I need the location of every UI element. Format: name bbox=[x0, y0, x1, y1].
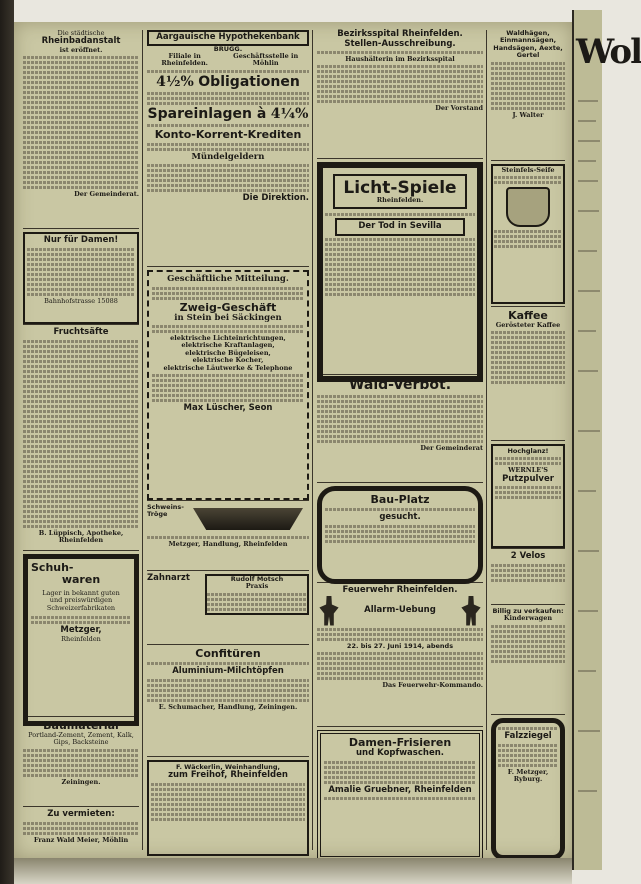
column-1 bbox=[20, 30, 143, 850]
damen-sig: Amalie Gruebner, Rheinfelden bbox=[328, 784, 472, 795]
ad-nur-damen bbox=[23, 232, 139, 325]
kaffee-title: Kaffee bbox=[508, 309, 548, 322]
ad-geschaeft bbox=[147, 270, 309, 501]
putzpulver-product: Putzpulver bbox=[502, 473, 554, 484]
damen-sub: und Kopfwaschen. bbox=[356, 748, 444, 758]
wald-title: Wald-Verbot. bbox=[348, 377, 452, 393]
putzpulver-title: Hochglanz! bbox=[507, 447, 549, 455]
ad-falzziegel bbox=[491, 718, 565, 856]
putzpulver-brand: WERNLE'S bbox=[508, 466, 548, 475]
ad-feuerwehr bbox=[317, 586, 483, 727]
ad-hypothekenbank bbox=[147, 30, 309, 267]
damen-title: Damen-Frisieren bbox=[348, 736, 452, 749]
konto-footer: Die Direktion. bbox=[242, 193, 309, 204]
zahnarzt-label: Zahnarzt bbox=[147, 573, 190, 583]
ad-licht-spiele bbox=[317, 162, 483, 375]
firefighter-figure-left bbox=[317, 596, 341, 626]
bauplatz-title: Bau-Platz bbox=[370, 493, 430, 506]
schuhwaren-title-2: waren bbox=[61, 573, 101, 586]
ad-damen-frisieren bbox=[317, 730, 483, 856]
obligationen-rate: 4½% bbox=[156, 73, 194, 90]
feuerwehr-sig: Das Feuerwehr-Kommando. bbox=[382, 680, 483, 689]
geschaeft-item: elektrische Kraftanlagen, bbox=[181, 341, 275, 350]
obligationen-label: Obligationen bbox=[198, 73, 300, 90]
spital-sig: Der Vorstand bbox=[435, 104, 483, 113]
bank-branch-left: Filiale in Rheinfelden. bbox=[161, 51, 208, 68]
spital-body: Haushälterin im Bezirksspital bbox=[345, 55, 455, 63]
spareinlagen-rate: 4¼% bbox=[270, 105, 309, 122]
ad-zu-vermieten bbox=[23, 810, 139, 856]
ad-zahnarzt bbox=[147, 574, 309, 645]
bank-title: Aargauische Hypothekenbank bbox=[156, 32, 300, 42]
baumaterial-title: Baumaterial bbox=[43, 719, 119, 732]
firefighter-figure-right bbox=[459, 596, 483, 626]
schweine-title-2: Tröge bbox=[147, 510, 168, 519]
fruchtsaefte-title: Fruchtsäfte bbox=[53, 327, 109, 337]
velos-title: 2 Velos bbox=[510, 551, 546, 561]
column-2 bbox=[144, 30, 313, 850]
vermieten-footer: Franz Wald Meier, Möhlin bbox=[33, 835, 129, 844]
ad-schuhwaren bbox=[23, 554, 139, 717]
waeckerlin-place: zum Freihof, Rheinfelden bbox=[168, 770, 288, 781]
geschaeft-place: in Stein bei Säckingen bbox=[174, 312, 282, 323]
schweine-sig: Metzger, Handlung, Rheinfelden bbox=[168, 540, 288, 548]
ad-bau-platz bbox=[317, 486, 483, 583]
feuerwehr-sub: Allarm-Uebung bbox=[364, 604, 436, 615]
ad-kaffee bbox=[491, 310, 565, 441]
konto-title: Konto-Korrent-Krediten bbox=[154, 127, 302, 141]
trough-illustration bbox=[193, 508, 303, 530]
geschaeft-item: elektrische Läutwerke & Telephone bbox=[163, 363, 293, 372]
ad-rheinbad bbox=[23, 30, 139, 229]
confitueren-sub: Aluminium-Milchtöpfen bbox=[172, 666, 284, 676]
ad-baumaterial bbox=[23, 720, 139, 807]
book-spine-edge bbox=[0, 0, 14, 884]
adjacent-page-headline: Wol bbox=[576, 32, 641, 72]
geschaeft-item: elektrische Lichteinrichtungen, bbox=[170, 334, 286, 342]
ad-wald-verbot bbox=[317, 378, 483, 483]
rheinbad-footer: Der Gemeinderat. bbox=[74, 190, 139, 199]
billig-title: Billig zu verkaufen: bbox=[492, 607, 564, 615]
licht-sub: Rheinfelden. bbox=[376, 196, 424, 204]
feuerwehr-title: Feuerwehr Rheinfelden. bbox=[342, 585, 458, 595]
ad-bezirksspital bbox=[317, 30, 483, 159]
zahnarzt-sub: Praxis bbox=[245, 582, 269, 591]
confitueren-sig: E. Schumacher, Handlung, Zeiningen. bbox=[158, 702, 298, 711]
licht-title: Licht-Spiele bbox=[343, 178, 457, 198]
licht-film: Der Tod in Sevilla bbox=[358, 221, 442, 232]
nur-damen-title: Nur für Damen! bbox=[43, 235, 119, 245]
adjacent-page-edge bbox=[572, 10, 641, 870]
ad-waeckerlin bbox=[147, 760, 309, 856]
column-4 bbox=[488, 30, 568, 850]
konto-sub: Mündelgeldern bbox=[191, 151, 265, 162]
soap-package-illustration bbox=[506, 187, 550, 227]
ad-waldhaegen bbox=[491, 30, 565, 161]
vermieten-title: Zu vermieten: bbox=[47, 809, 115, 819]
geschaeft-item: elektrische Kocher, bbox=[192, 356, 264, 365]
bank-branch-right: Geschäftsstelle in Möhlin bbox=[233, 51, 299, 68]
waeckerlin-name: F. Wäckerlin, Weinhandlung, bbox=[175, 763, 281, 771]
ad-steinfels bbox=[491, 164, 565, 307]
column-3 bbox=[314, 30, 487, 850]
baumaterial-body: Portland-Zement, Zement, Kalk, Gips, Backsteine bbox=[28, 731, 134, 747]
ad-velos bbox=[491, 552, 565, 605]
waldhaegen-title: Waldhägen, Einmannsägen, Handsägen, Aexte, Gertel bbox=[493, 29, 563, 60]
schuhwaren-sig: Metzger, bbox=[60, 625, 102, 636]
ad-schweinstroege bbox=[147, 504, 309, 571]
schuhwaren-body: Lager in bekannt guten und preiswürdigen Schweizerfabrikaten bbox=[42, 589, 120, 612]
geschaeft-title: Geschäftliche Mitteilung. bbox=[167, 274, 289, 284]
rheinbad-pre: Die städtische bbox=[57, 29, 105, 37]
steinfels-title: Steinfels-Seife bbox=[501, 166, 555, 174]
fruchtsaefte-footer: B. Lüppisch, Apotheke, Rheinfelden bbox=[38, 528, 124, 544]
kaffee-sub: Gerösteter Kaffee bbox=[495, 321, 561, 329]
waldhaegen-sig: J. Walter bbox=[512, 110, 544, 119]
page-bottom-edge bbox=[14, 858, 572, 884]
spareinlagen-label: Spareinlagen à bbox=[147, 105, 267, 122]
feuerwehr-date: 22. bis 27. Juni 1914, abends bbox=[346, 641, 454, 650]
baumaterial-sig: Zeiningen. bbox=[61, 777, 101, 786]
spital-sub: Stellen-Ausschreibung. bbox=[344, 38, 456, 49]
rheinbad-title: Rheinbadanstalt bbox=[41, 36, 121, 47]
bauplatz-sub: gesucht. bbox=[379, 512, 421, 522]
falzziegel-sig: F. Metzger, Ryburg. bbox=[507, 767, 549, 783]
confitueren-title: Confitüren bbox=[195, 647, 261, 660]
bank-city: BRUGG. bbox=[213, 44, 243, 53]
spital-title: Bezirksspital Rheinfelden. bbox=[337, 29, 463, 39]
schuhwaren-place: Rheinfelden bbox=[61, 634, 101, 643]
wald-sig: Der Gemeinderat bbox=[420, 444, 483, 452]
ad-confitueren bbox=[147, 648, 309, 757]
geschaeft-sig: Max Lüscher, Seon bbox=[183, 403, 273, 414]
schuhwaren-title-1: Schuh- bbox=[31, 561, 74, 574]
ad-fruchtsaefte bbox=[23, 328, 139, 551]
zahnarzt-name: Rudolf Motsch bbox=[230, 575, 284, 583]
newspaper-page bbox=[14, 22, 572, 858]
geschaeft-big: Zweig-Geschäft bbox=[179, 300, 277, 314]
falzziegel-title: Falzziegel bbox=[504, 731, 552, 741]
billig-item: Kinderwagen bbox=[503, 614, 553, 623]
nur-damen-footer: Bahnhofstrasse 15088 bbox=[44, 296, 118, 305]
ad-putzpulver bbox=[491, 444, 565, 549]
ad-billig bbox=[491, 608, 565, 715]
geschaeft-item: elektrische Bügeleisen, bbox=[185, 348, 271, 357]
schweine-title: Schweins- bbox=[147, 503, 184, 511]
rheinbad-status: ist eröffnet. bbox=[59, 45, 103, 54]
